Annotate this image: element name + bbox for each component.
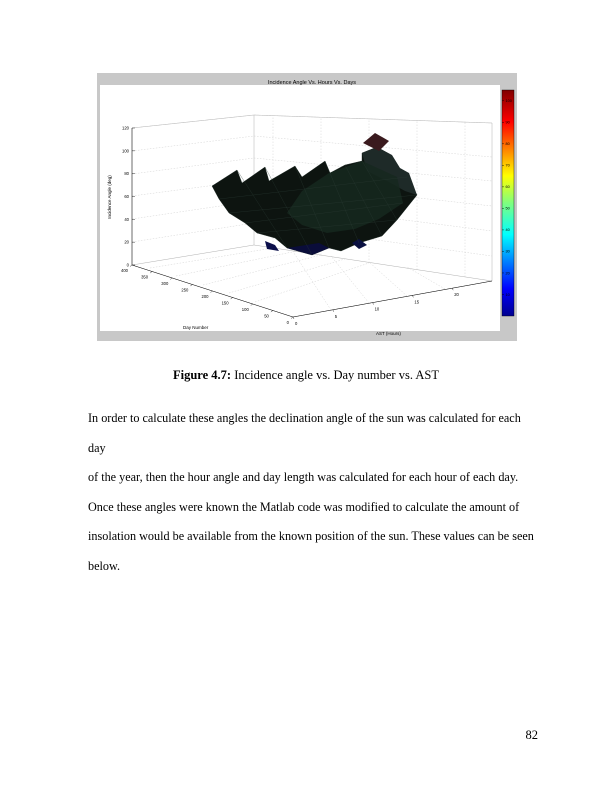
day-tick-label: 350 <box>141 274 149 280</box>
colorbar-tick-label: 90 <box>505 120 510 125</box>
day-axis-label: Day Number <box>183 325 209 330</box>
body-line: In order to calculate these angles the declination angle of the sun was calculated for each day <box>88 411 521 455</box>
body-line: below. <box>88 558 121 573</box>
colorbar-tick-label: 10 <box>505 292 510 297</box>
hour-axis-label: AST (Hours) <box>376 331 401 336</box>
body-paragraph <box>88 404 538 581</box>
colorbar-tick-label: 80 <box>505 142 510 147</box>
day-tick-label: 50 <box>264 313 269 319</box>
surface-plot <box>97 73 517 341</box>
z-tick-label: 40 <box>124 216 129 222</box>
colorbar-tick-label: 20 <box>505 271 510 276</box>
colorbar-tick-label: 30 <box>505 249 510 254</box>
body-line: Once these angles were known the Matlab code was modified to calculate the amount of <box>88 499 520 514</box>
z-axis-label: Incidence Angle (deg) <box>107 175 112 219</box>
colorbar-tick-label: 40 <box>505 228 510 233</box>
figure-plot <box>97 73 517 341</box>
page-number: 82 <box>525 728 538 742</box>
day-tick-label: 0 <box>286 320 289 325</box>
z-tick-label: 20 <box>124 239 129 245</box>
body-line: of the year, then the hour angle and day length was calculated for each hour of each day. <box>88 470 519 484</box>
hour-tick-label: 20 <box>454 292 459 298</box>
hour-tick-label: 10 <box>374 306 380 312</box>
z-tick-label: 120 <box>122 125 129 131</box>
day-tick-label: 150 <box>221 300 229 306</box>
z-tick-label: 100 <box>122 148 129 154</box>
colorbar-tick-label: 60 <box>505 185 510 190</box>
figure-caption-label: Figure 4.7: <box>172 368 232 382</box>
z-tick-label: 0 <box>126 262 129 268</box>
colorbar-tick-label: 70 <box>505 163 510 168</box>
hour-tick-label: 0 <box>295 321 298 326</box>
day-tick-label: 400 <box>121 268 128 273</box>
z-tick-label: 80 <box>124 171 129 177</box>
colorbar-tick-label: 50 <box>505 206 510 211</box>
hour-tick-label: 5 <box>334 313 338 319</box>
day-tick-label: 300 <box>161 281 169 286</box>
figure-caption-text: Incidence angle vs. Day number vs. AST <box>231 368 440 382</box>
chart-title: Incidence Angle Vs. Hours Vs. Days <box>267 80 357 86</box>
day-tick-label: 250 <box>181 287 189 293</box>
z-tick-label: 60 <box>124 194 129 199</box>
day-tick-label: 100 <box>241 307 249 312</box>
body-line: insolation would be available from the known position of the sun. These values can be seen <box>88 529 534 543</box>
hour-tick-label: 15 <box>414 299 420 305</box>
day-tick-label: 200 <box>201 294 209 299</box>
figure-caption <box>0 368 612 383</box>
colorbar-tick-label: 100 <box>505 99 512 104</box>
